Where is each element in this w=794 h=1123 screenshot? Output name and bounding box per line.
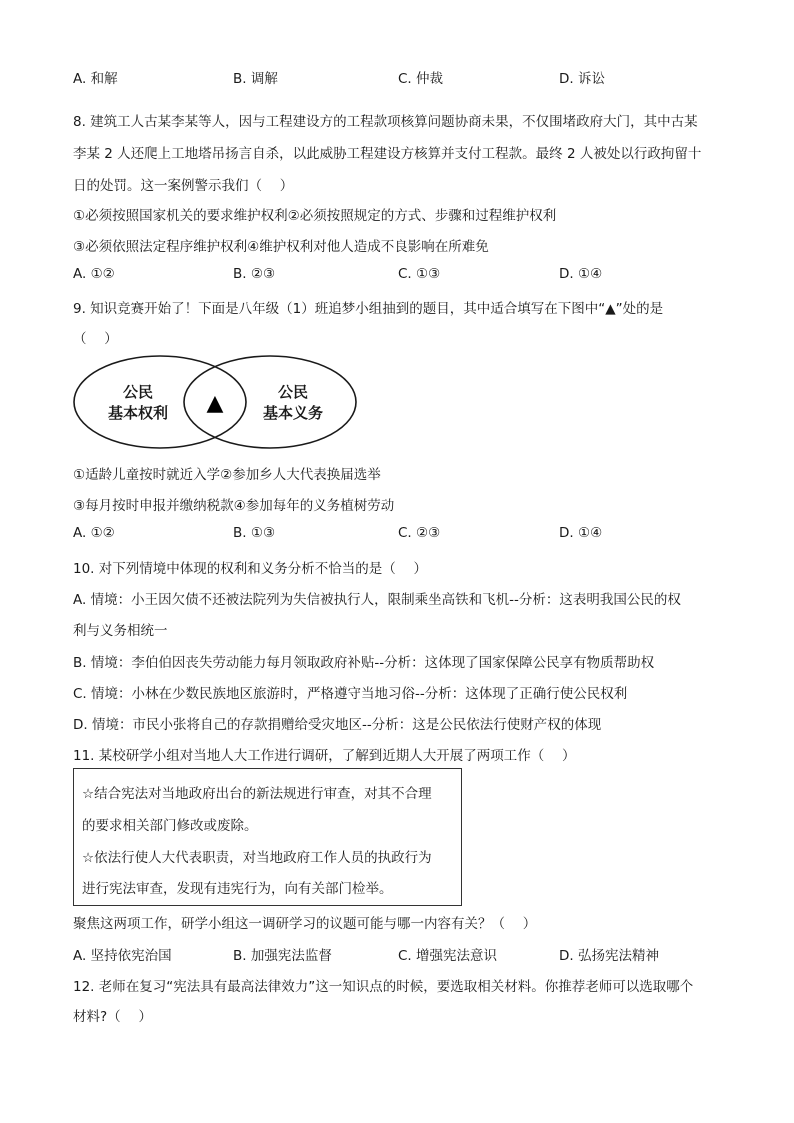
venn-center-triangle: ▲ bbox=[206, 391, 224, 416]
q11-option-a: A. 坚持依宪治国 bbox=[73, 948, 172, 964]
q10-option-c: C. 情境：小林在少数民族地区旅游时，严格遵守当地习俗--分析：这体现了正确行使公民权利 bbox=[73, 686, 628, 702]
q11-option-c: C. 增强宪法意识 bbox=[398, 948, 498, 964]
venn-right-label-1: 公民 bbox=[277, 383, 309, 401]
q9-stem-line-2: （ ） bbox=[73, 331, 118, 347]
q7-option-b: B. 调解 bbox=[233, 71, 278, 87]
q8-item-line-1: ①必须按照国家机关的要求维护权利②必须按照规定的方式、步骤和过程维护权利 bbox=[73, 208, 557, 224]
q8-option-b: B. ②③ bbox=[233, 266, 276, 282]
q11-options bbox=[73, 944, 733, 964]
q10-stem: 10. 对下列情境中体现的权利和义务分析不恰当的是（ ） bbox=[73, 561, 428, 577]
q12-stem-line-1: 12. 老师在复习“宪法具有最高法律效力”这一知识点的时候，要选取相关材料。你推荐老师可以选取哪个 bbox=[73, 979, 694, 995]
q11-box-line-4: 进行宪法审查，发现有违宪行为，向有关部门检举。 bbox=[82, 881, 393, 897]
venn-right-label-2: 基本义务 bbox=[262, 404, 324, 422]
q11-question: 聚焦这两项工作，研学小组这一调研学习的议题可能与哪一内容有关？（ ） bbox=[73, 916, 537, 932]
q7-option-c: C. 仲裁 bbox=[398, 71, 444, 87]
q8-option-d: D. ①④ bbox=[559, 266, 603, 282]
q11-material-box bbox=[73, 768, 462, 906]
q10-option-a-line-2: 利与义务相统一 bbox=[73, 623, 168, 639]
venn-left-label-2: 基本权利 bbox=[107, 404, 169, 422]
q11-box-line-2: 的要求相关部门修改或废除。 bbox=[82, 818, 258, 834]
q8-option-a: A. ①② bbox=[73, 266, 115, 282]
q8-options bbox=[73, 266, 733, 286]
q7-option-a: A. 和解 bbox=[73, 71, 118, 87]
q9-option-c: C. ②③ bbox=[398, 525, 441, 541]
q9-item-line-2: ③每月按时申报并缴纳税款④参加每年的义务植树劳动 bbox=[73, 498, 395, 514]
venn-left-label-1: 公民 bbox=[122, 383, 154, 401]
q8-item-line-2: ③必须依照法定程序维护权利④维护权利对他人造成不良影响在所难免 bbox=[73, 239, 489, 255]
q9-option-b: B. ①③ bbox=[233, 525, 276, 541]
q11-stem: 11. 某校研学小组对当地人大工作进行调研，了解到近期人大开展了两项工作（ ） bbox=[73, 748, 576, 764]
venn-diagram bbox=[70, 352, 360, 452]
q8-option-c: C. ①③ bbox=[398, 266, 441, 282]
q9-option-d: D. ①④ bbox=[559, 525, 603, 541]
q8-stem-line-2: 李某 2 人还爬上工地塔吊扬言自杀，以此威胁工程建设方核算并支付工程款。最终 2 人被处以行政拘留十 bbox=[73, 146, 702, 162]
q10-option-a-line-1: A. 情境：小王因欠债不还被法院列为失信被执行人，限制乘坐高铁和飞机--分析：这表明我国公民的权 bbox=[73, 592, 681, 608]
q10-option-d: D. 情境：市民小张将自己的存款捐赠给受灾地区--分析：这是公民依法行使财产权的体现 bbox=[73, 717, 602, 733]
q9-stem-line-1: 9. 知识竞赛开始了！下面是八年级（1）班追梦小组抽到的题目，其中适合填写在下图中“▲”处的是 bbox=[73, 301, 664, 317]
q11-box-line-3: ☆依法行使人大代表职责，对当地政府工作人员的执政行为 bbox=[82, 850, 432, 866]
q9-options bbox=[73, 525, 733, 545]
q8-stem-line-1: 8. 建筑工人古某李某等人，因与工程建设方的工程款项核算问题协商未果，不仅围堵政府大门，其中古某 bbox=[73, 114, 698, 130]
q7-option-d: D. 诉讼 bbox=[559, 71, 605, 87]
q12-stem-line-2: 材料?（ ） bbox=[73, 1009, 152, 1025]
q8-stem-line-3: 日的处罚。这一案例警示我们（ ） bbox=[73, 178, 294, 194]
q11-box-line-1: ☆结合宪法对当地政府出台的新法规进行审查，对其不合理 bbox=[82, 786, 432, 802]
q11-option-b: B. 加强宪法监督 bbox=[233, 948, 332, 964]
q7-options bbox=[73, 67, 733, 87]
q9-option-a: A. ①② bbox=[73, 525, 115, 541]
q11-option-d: D. 弘扬宪法精神 bbox=[559, 948, 659, 964]
q10-option-b: B. 情境：李伯伯因丧失劳动能力每月领取政府补贴--分析：这体现了国家保障公民享有物质帮助权 bbox=[73, 655, 655, 671]
q9-item-line-1: ①适龄儿童按时就近入学②参加乡人大代表换届选举 bbox=[73, 467, 381, 483]
